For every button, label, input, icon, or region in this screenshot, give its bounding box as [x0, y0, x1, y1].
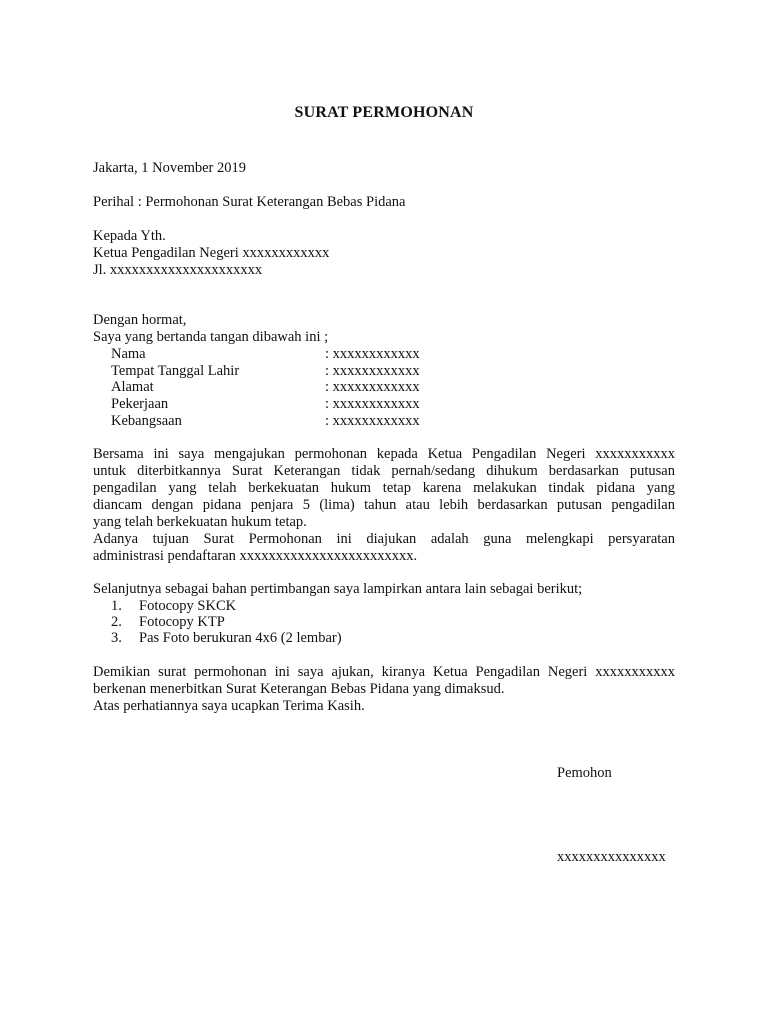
body-paragraph-2-line: Adanya tujuan Surat Permohonan ini diajukan adalah guna melengkapi persyaratan: [93, 531, 675, 547]
list-item: [111, 614, 342, 630]
body-paragraph-1-line: pengadilan yang telah berkekuatan hukum tetap karena melakukan tindak pidana yang: [93, 480, 675, 496]
body-paragraph-1-line: yang telah berkekuatan hukum tetap.: [93, 514, 307, 530]
list-item-number: 2.: [111, 614, 122, 630]
recipient-address: Jl. xxxxxxxxxxxxxxxxxxxxx: [93, 262, 263, 278]
list-item-text: Fotocopy KTP: [139, 614, 225, 630]
recipient-name: Ketua Pengadilan Negeri xxxxxxxxxxxx: [93, 245, 330, 261]
body-paragraph-2: [93, 531, 675, 565]
body-paragraph-1-line: untuk diterbitkannya Surat Keterangan tidak pernah/sedang dihukum berdasarkan putusan: [93, 463, 675, 479]
list-item-number: 3.: [111, 630, 122, 646]
list-item: [111, 630, 342, 646]
letter-title: SURAT PERMOHONAN: [294, 104, 474, 121]
field-label-alamat: Alamat: [111, 379, 154, 395]
signature-role: Pemohon: [557, 765, 612, 781]
field-value-pekerjaan: : xxxxxxxxxxxx: [325, 396, 420, 412]
field-value-nama: : xxxxxxxxxxxx: [325, 346, 420, 362]
signature-name: xxxxxxxxxxxxxxx: [557, 849, 666, 865]
field-label-ttl: Tempat Tanggal Lahir: [111, 363, 240, 379]
list-item-text: Fotocopy SKCK: [139, 598, 237, 614]
field-label-kebangsaan: Kebangsaan: [111, 413, 182, 429]
recipient-greeting: Kepada Yth.: [93, 228, 166, 244]
closing-paragraph-line: berkenan menerbitkan Surat Keterangan Bebas Pidana yang dimaksud.: [93, 681, 505, 697]
thanks-line: Atas perhatiannya saya ucapkan Terima Kasih.: [93, 698, 365, 714]
body-paragraph-1: [93, 446, 675, 531]
list-item-text: Pas Foto berukuran 4x6 (2 lembar): [139, 630, 342, 646]
body-paragraph-1-line: diancam dengan pidana penjara 5 (lima) tahun atau lebih berdasarkan putusan pengadilan: [93, 497, 675, 513]
body-paragraph-2-line: administrasi pendaftaran xxxxxxxxxxxxxxxxxxxxxxxx.: [93, 548, 418, 564]
list-item: [111, 598, 342, 614]
field-value-ttl: : xxxxxxxxxxxx: [325, 363, 420, 379]
closing-paragraph: [93, 664, 675, 698]
field-value-kebangsaan: : xxxxxxxxxxxx: [325, 413, 420, 429]
attachments-intro: Selanjutnya sebagai bahan pertimbangan saya lampirkan antara lain sebagai berikut;: [93, 581, 583, 597]
attachments-list: [111, 598, 342, 646]
field-value-alamat: : xxxxxxxxxxxx: [325, 379, 420, 395]
field-label-pekerjaan: Pekerjaan: [111, 396, 169, 412]
place-date: Jakarta, 1 November 2019: [93, 160, 247, 176]
field-label-nama: Nama: [111, 346, 146, 362]
body-paragraph-1-line: Bersama ini saya mengajukan permohonan kepada Ketua Pengadilan Negeri xxxxxxxxxxx: [93, 446, 675, 462]
opening-salutation: Dengan hormat,: [93, 312, 187, 328]
intro-statement: Saya yang bertanda tangan dibawah ini ;: [93, 329, 329, 345]
list-item-number: 1.: [111, 598, 122, 614]
subject-line: Perihal : Permohonan Surat Keterangan Bebas Pidana: [93, 194, 406, 210]
closing-paragraph-line: Demikian surat permohonan ini saya ajukan, kiranya Ketua Pengadilan Negeri xxxxxxxxxxx: [93, 664, 675, 680]
